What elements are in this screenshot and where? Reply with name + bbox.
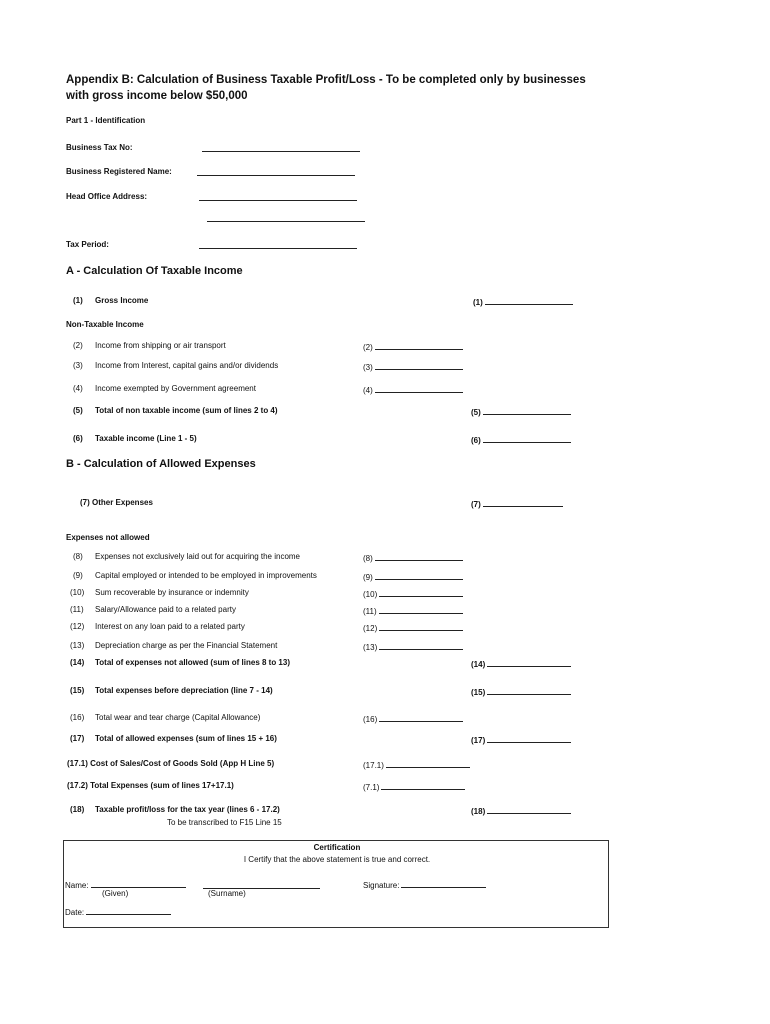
line12-entry[interactable] — [363, 622, 463, 633]
line7-blank[interactable] — [483, 498, 563, 507]
line17-1-entry[interactable] — [363, 759, 470, 770]
line3-number: (3) — [73, 361, 83, 370]
line11-entry[interactable] — [363, 605, 463, 616]
line15-ref: (15) — [471, 688, 486, 697]
line18-label: Taxable profit/loss for the tax year (lines 6 - 17.2) — [95, 805, 280, 814]
line2-ref: (2) — [363, 343, 373, 352]
line16-number: (16) — [70, 713, 85, 722]
line18-blank[interactable] — [487, 805, 571, 814]
line13-ref: (13) — [363, 643, 378, 652]
line15-label: Total expenses before depreciation (line 7 - 14) — [95, 686, 273, 695]
line4-ref: (4) — [363, 386, 373, 395]
not-allowed-heading: Expenses not allowed — [66, 533, 150, 542]
line17-blank[interactable] — [487, 734, 571, 743]
line16-label: Total wear and tear charge (Capital Allowance) — [95, 713, 261, 722]
line17-number: (17) — [70, 734, 85, 743]
date-entry[interactable] — [65, 906, 171, 917]
line3-entry[interactable] — [363, 361, 463, 372]
line9-blank[interactable] — [375, 571, 463, 580]
line12-ref: (12) — [363, 624, 378, 633]
certification-heading: Certification — [313, 843, 361, 852]
line11-label: Salary/Allowance paid to a related party — [95, 605, 236, 614]
line13-label: Depreciation charge as per the Financial Statement — [95, 641, 278, 650]
line13-entry[interactable] — [363, 641, 463, 652]
business-tax-no-field[interactable] — [202, 151, 360, 152]
business-tax-no-label: Business Tax No: — [66, 143, 133, 152]
line7-label: (7) Other Expenses — [80, 498, 153, 507]
section-b-heading: B - Calculation of Allowed Expenses — [66, 458, 256, 470]
line7-ref: (7) — [471, 500, 481, 509]
line15-number: (15) — [70, 686, 85, 695]
line6-label: Taxable income (Line 1 - 5) — [95, 434, 197, 443]
line4-number: (4) — [73, 384, 83, 393]
line6-entry[interactable] — [471, 434, 571, 445]
line17-label: Total of allowed expenses (sum of lines 15 + 16) — [95, 734, 277, 743]
line3-blank[interactable] — [375, 361, 463, 370]
line9-ref: (9) — [363, 573, 373, 582]
business-name-field[interactable] — [197, 175, 355, 176]
line5-label: Total of non taxable income (sum of lines 2 to 4) — [95, 406, 278, 415]
form-title-line2: with gross income below $50,000 — [66, 90, 248, 102]
line6-ref: (6) — [471, 436, 481, 445]
line14-number: (14) — [70, 658, 85, 667]
line17-2-entry[interactable] — [363, 781, 465, 792]
line17-1-ref: (17.1) — [363, 761, 384, 770]
line12-blank[interactable] — [379, 622, 463, 631]
line11-ref: (11) — [363, 607, 377, 616]
line8-ref: (8) — [363, 554, 373, 563]
line1-number: (1) — [73, 296, 83, 305]
surname-caption: (Surname) — [208, 889, 246, 898]
line18-number: (18) — [70, 805, 85, 814]
line10-entry[interactable] — [363, 588, 463, 599]
line8-label: Expenses not exclusively laid out for acquiring the income — [95, 552, 300, 561]
given-name-field[interactable] — [91, 879, 186, 888]
line1-ref: (1) — [473, 298, 483, 307]
line17-2-ref: (7.1) — [363, 783, 380, 792]
tax-period-label: Tax Period: — [66, 240, 109, 249]
head-office-label: Head Office Address: — [66, 192, 148, 201]
business-name-label: Business Registered Name: — [66, 167, 172, 176]
line15-entry[interactable] — [471, 686, 571, 697]
line6-number: (6) — [73, 434, 83, 443]
line10-label: Sum recoverable by insurance or indemnity — [95, 588, 249, 597]
line8-entry[interactable] — [363, 552, 463, 563]
section-a-heading: A - Calculation Of Taxable Income — [66, 265, 243, 277]
given-caption: (Given) — [102, 889, 129, 898]
line17-ref: (17) — [471, 736, 486, 745]
line2-blank[interactable] — [375, 341, 463, 350]
line3-label: Income from Interest, capital gains and/or dividends — [95, 361, 279, 370]
line13-number: (13) — [70, 641, 85, 650]
line10-number: (10) — [70, 588, 85, 597]
line5-blank[interactable] — [483, 406, 571, 415]
line14-ref: (14) — [471, 660, 486, 669]
line2-entry[interactable] — [363, 341, 463, 352]
line1-entry[interactable] — [473, 296, 573, 307]
line5-ref: (5) — [471, 408, 481, 417]
line3-ref: (3) — [363, 363, 373, 372]
line10-blank[interactable] — [379, 588, 463, 597]
certification-statement: I Certify that the above statement is true and correct. — [243, 855, 431, 864]
name-label: Name: — [65, 881, 89, 890]
line9-entry[interactable] — [363, 571, 463, 582]
line17-2-label: (17.2) Total Expenses (sum of lines 17+17.1) — [67, 781, 234, 790]
line18-entry[interactable] — [471, 805, 571, 816]
line15-blank[interactable] — [487, 686, 571, 695]
certification-box — [63, 840, 609, 928]
head-office-field-2[interactable] — [207, 221, 365, 222]
line1-blank[interactable] — [485, 296, 573, 305]
line14-label: Total of expenses not allowed (sum of lines 8 to 13) — [95, 658, 290, 667]
line13-blank[interactable] — [379, 641, 463, 650]
line11-number: (11) — [70, 605, 84, 614]
line17-2-blank[interactable] — [381, 781, 465, 790]
line18-note: To be transcribed to F15 Line 15 — [167, 818, 282, 827]
line6-blank[interactable] — [483, 434, 571, 443]
form-title-line1: Appendix B: Calculation of Business Taxable Profit/Loss - To be completed only by businesses — [66, 74, 586, 86]
head-office-field-1[interactable] — [199, 200, 357, 201]
line17-entry[interactable] — [471, 734, 571, 745]
line11-blank[interactable] — [379, 605, 463, 614]
line9-number: (9) — [73, 571, 83, 580]
line17-1-label: (17.1) Cost of Sales/Cost of Goods Sold (App H Line 5) — [67, 759, 275, 768]
line7-entry[interactable] — [471, 498, 563, 509]
line8-blank[interactable] — [375, 552, 463, 561]
line14-blank[interactable] — [487, 658, 571, 667]
line12-number: (12) — [70, 622, 85, 631]
line4-label: Income exempted by Government agreement — [95, 384, 256, 393]
line2-label: Income from shipping or air transport — [95, 341, 226, 350]
line10-ref: (10) — [363, 590, 378, 599]
tax-period-field[interactable] — [199, 248, 357, 249]
line16-ref: (16) — [363, 715, 378, 724]
line14-entry[interactable] — [471, 658, 571, 669]
line4-blank[interactable] — [375, 384, 463, 393]
signature-field[interactable] — [401, 879, 486, 888]
line17-1-blank[interactable] — [386, 759, 470, 768]
non-taxable-heading: Non-Taxable Income — [66, 320, 144, 329]
date-field[interactable] — [86, 906, 171, 915]
line18-ref: (18) — [471, 807, 486, 816]
line12-label: Interest on any loan paid to a related party — [95, 622, 245, 631]
signature-label: Signature: — [363, 881, 400, 890]
signature-entry[interactable] — [363, 879, 486, 890]
line8-number: (8) — [73, 552, 83, 561]
line5-number: (5) — [73, 406, 83, 415]
line9-label: Capital employed or intended to be employed in improvements — [95, 571, 317, 580]
date-label: Date: — [65, 908, 85, 917]
part1-heading: Part 1 - Identification — [66, 116, 146, 125]
line16-blank[interactable] — [379, 713, 463, 722]
line2-number: (2) — [73, 341, 83, 350]
line4-entry[interactable] — [363, 384, 463, 395]
line5-entry[interactable] — [471, 406, 571, 417]
line16-entry[interactable] — [363, 713, 463, 724]
line1-label: Gross Income — [95, 296, 149, 305]
